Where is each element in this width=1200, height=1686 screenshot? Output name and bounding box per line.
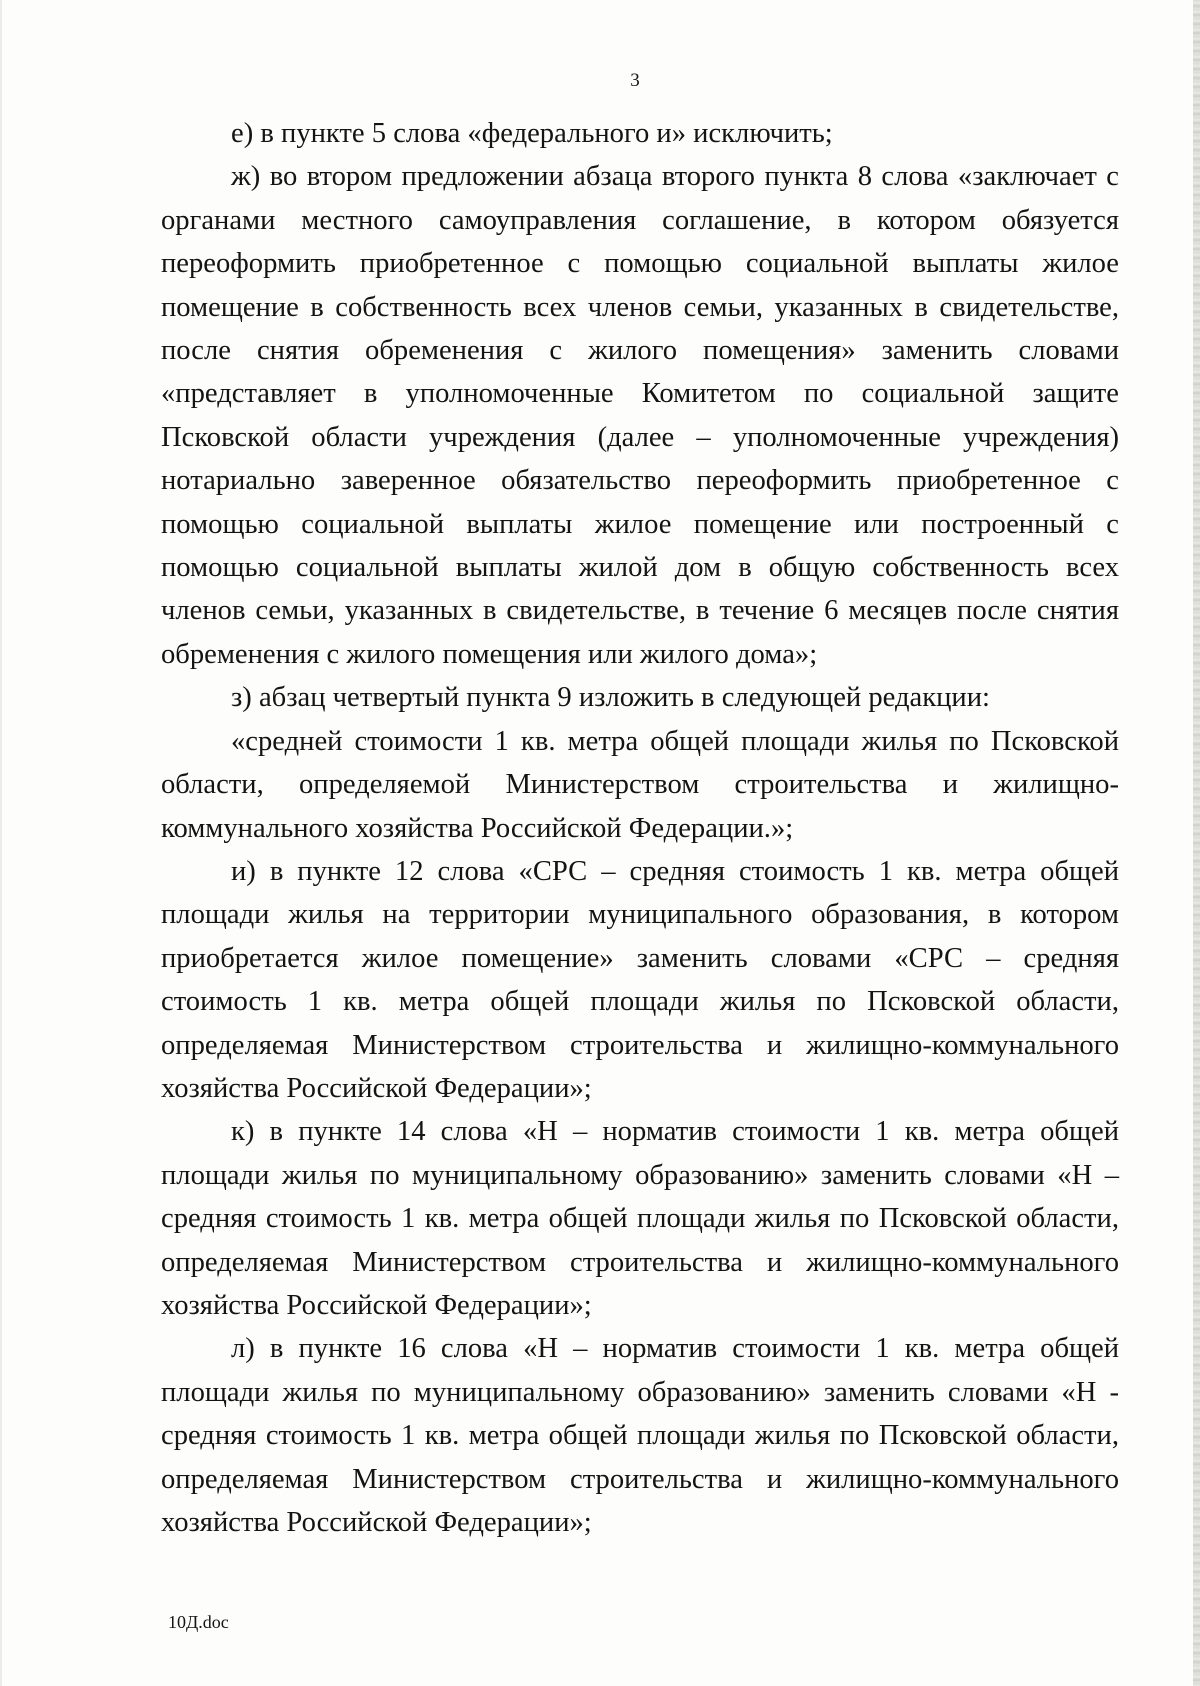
paragraph-z: з) абзац четвертый пункта 9 изложить в следующей редакции: — [231, 682, 990, 714]
paragraph-zh: ж) во втором предложении абзаца второго пункта 8 слова «заключает с органами местного самоуправления соглашение, в котором обязуется переоформить приобретенное с помощью социальной выплаты жилое помещение в собственность всех членов семьи, указанных в свидетельстве, после снятия обременения с жилого помещения» заменить словами «представляет в уполномоченные Комитетом по социальной защите Псковской области учреждения (далее – уполномоченные учреждения) нотариально заверенное обязательство переоформить приобретенное с помощью социальной выплаты жилое помещение или построенный с помощью социальной выплаты жилой дом в общую собственность всех членов семьи, указанных в свидетельстве, в течение 6 месяцев после снятия обременения с жилого помещения или жилого дома»; — [161, 161, 1119, 670]
document-body — [161, 112, 1119, 1544]
paragraph-k: к) в пункте 14 слова «Н – норматив стоимости 1 кв. метра общей площади жилья по муниципальному образованию» заменить словами «Н – средняя стоимость 1 кв. метра общей площади жилья по Псковской области, определяемая Министерством строительства и жилищно-коммунального хозяйства Российской Федерации»; — [161, 1116, 1119, 1321]
scan-edge-right — [1193, 0, 1200, 1686]
paragraph-z-quote: «средней стоимости 1 кв. метра общей площади жилья по Псковской области, определяемой Министерством строительства и жилищно-коммунального хозяйства Российской Федерации.»; — [161, 725, 1119, 844]
paragraph-i: и) в пункте 12 слова «СРС – средняя стоимость 1 кв. метра общей площади жилья на территории муниципального образования, в котором приобретается жилое помещение» заменить словами «СРС – средняя стоимость 1 кв. метра общей площади жилья по Псковской области, определяемая Министерством строительства и жилищно-коммунального хозяйства Российской Федерации»; — [161, 855, 1119, 1104]
paragraph-l: л) в пункте 16 слова «Н – норматив стоимости 1 кв. метра общей площади жилья по муниципальному образованию» заменить словами «Н - средняя стоимость 1 кв. метра общей площади жилья по Псковской области, определяемая Министерством строительства и жилищно-коммунального хозяйства Российской Федерации»; — [161, 1333, 1119, 1538]
paragraph-e: е) в пункте 5 слова «федерального и» исключить; — [231, 118, 833, 149]
footer-filename: 10Д.doc — [168, 1612, 229, 1632]
scan-edge-left — [0, 0, 2, 1686]
page-number: 3 — [630, 70, 640, 91]
